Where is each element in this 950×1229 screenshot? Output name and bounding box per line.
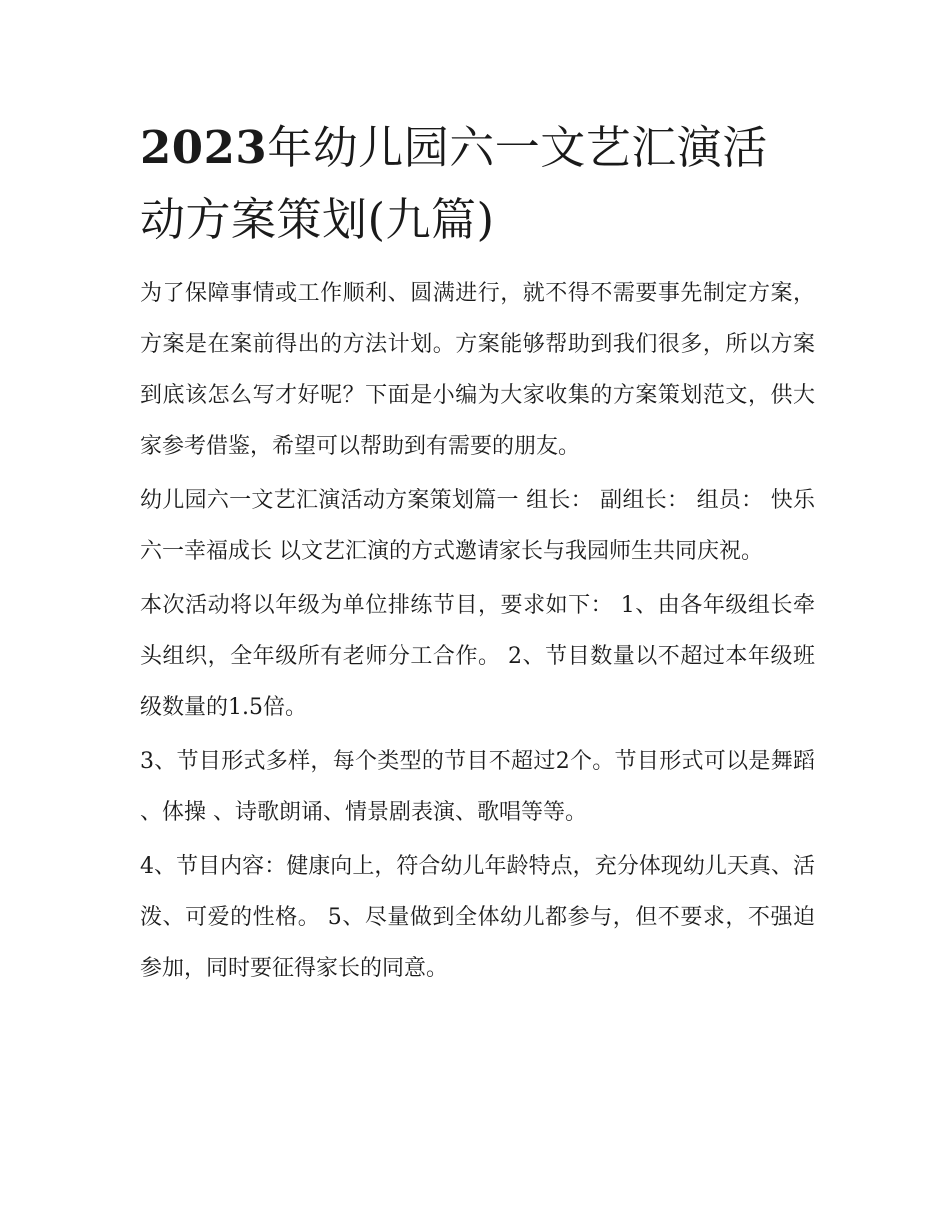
title-line-1 bbox=[140, 112, 815, 184]
body-paragraph: 幼儿园六一文艺汇演活动方案策划篇一 组长： 副组长： 组员： 快乐六一幸福成长 以文艺汇演的方式邀请家长与我园师生共同庆祝。 bbox=[140, 488, 815, 564]
body-paragraph: 本次活动将以年级为单位排练节目，要求如下： 1、由各年级组长牵头组织，全年级所有老师分工合作。 2、节目数量以不超过本年级班级数量的1.5倍。 bbox=[140, 593, 815, 720]
title-year: 2023 bbox=[140, 121, 268, 174]
body-paragraph: 3、节目形式多样，每个类型的节目不超过2个。节目形式可以是舞蹈 、体操 、诗歌朗诵、情景剧表演、歌唱等等。 bbox=[140, 749, 815, 825]
body-paragraph: 4、节目内容：健康向上，符合幼儿年龄特点，充分体现幼儿天真、活泼、可爱的性格。 5、尽量做到全体幼儿都参与，但不要求，不强迫参加，同时要征得家长的同意。 bbox=[140, 854, 815, 981]
title-line-2: 动方案策划(九篇) bbox=[140, 193, 495, 246]
title-line-1-text: 年幼儿园六一文艺汇演活 bbox=[267, 121, 768, 174]
document-title bbox=[140, 112, 815, 256]
document-content bbox=[140, 112, 815, 997]
intro-paragraph: 为了保障事情或工作顺利、圆满进行，就不得不需要事先制定方案，方案是在案前得出的方法计划。方案能够帮助到我们很多，所以方案到底该怎么写才好呢？下面是小编为大家收集的方案策划范文，供大家参考借鉴，希望可以帮助到有需要的朋友。 bbox=[140, 281, 815, 459]
